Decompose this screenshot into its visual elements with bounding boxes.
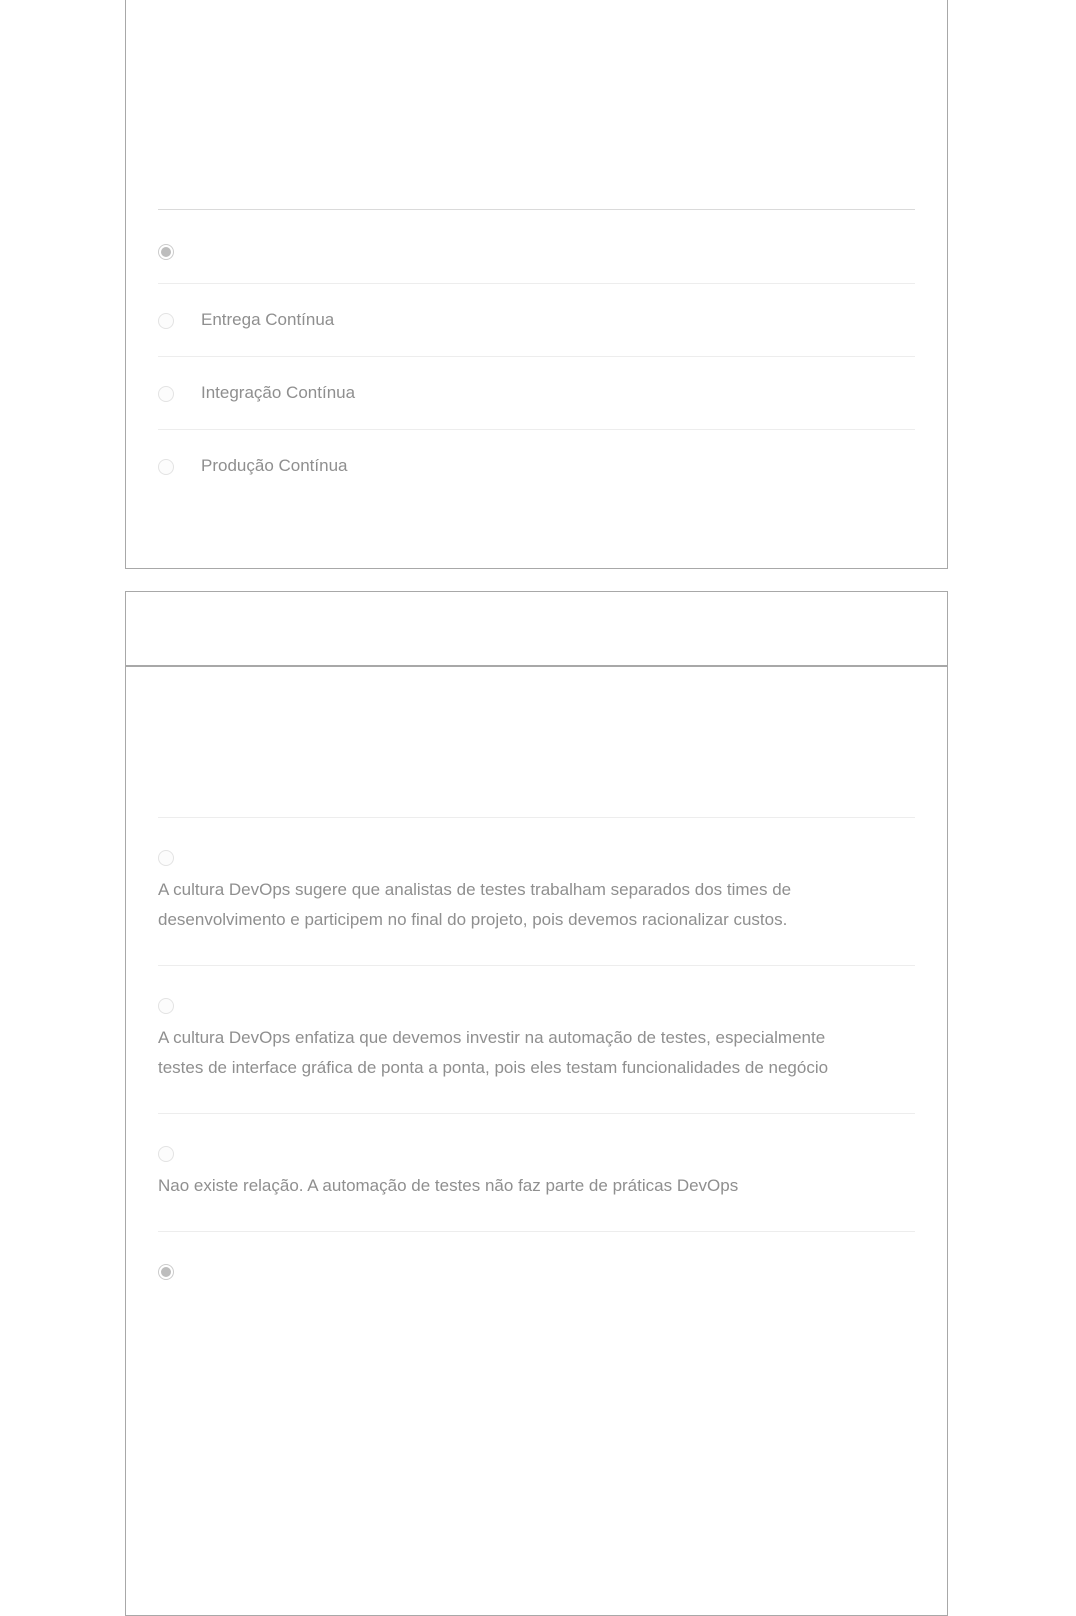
radio-selected-icon[interactable]: [158, 244, 174, 260]
question-1-option-list: [158, 209, 915, 502]
radio-unselected-icon[interactable]: [158, 1146, 174, 1162]
option-label: A cultura DevOps sugere que analistas de testes trabalham separados dos times de desenvolvimento e participem no final do projeto, pois devemos racionalizar custos.: [158, 880, 792, 929]
question-2-option-4[interactable]: [158, 1232, 915, 1389]
question-card-1: [125, 0, 948, 569]
option-label: Integração Contínua: [201, 383, 356, 402]
question-card-2: [125, 666, 948, 1616]
radio-unselected-icon[interactable]: [158, 386, 174, 402]
question-2-option-1[interactable]: [158, 818, 915, 965]
option-label: Nao existe relação. A automação de testes não faz parte de práticas DevOps: [158, 1176, 739, 1195]
option-label: Entrega Contínua: [201, 310, 335, 329]
radio-unselected-icon[interactable]: [158, 459, 174, 475]
question-card-2-header: [125, 591, 948, 666]
question-1-option-3[interactable]: [158, 357, 915, 429]
question-2-option-list: [158, 817, 915, 1389]
question-1-option-2[interactable]: [158, 284, 915, 356]
radio-unselected-icon[interactable]: [158, 313, 174, 329]
option-label: A cultura DevOps enfatiza que devemos investir na automação de testes, especialmente testes de interface gráfica de ponta a ponta, pois eles testam funcionalidades de negócio: [158, 1028, 829, 1077]
radio-unselected-icon[interactable]: [158, 850, 174, 866]
question-2-option-2[interactable]: [158, 966, 915, 1113]
radio-unselected-icon[interactable]: [158, 998, 174, 1014]
option-label: Produção Contínua: [201, 456, 348, 475]
radio-selected-icon[interactable]: [158, 1264, 174, 1280]
question-1-option-1[interactable]: [158, 210, 915, 283]
question-1-option-4[interactable]: [158, 430, 915, 502]
question-2-option-3[interactable]: [158, 1114, 915, 1231]
